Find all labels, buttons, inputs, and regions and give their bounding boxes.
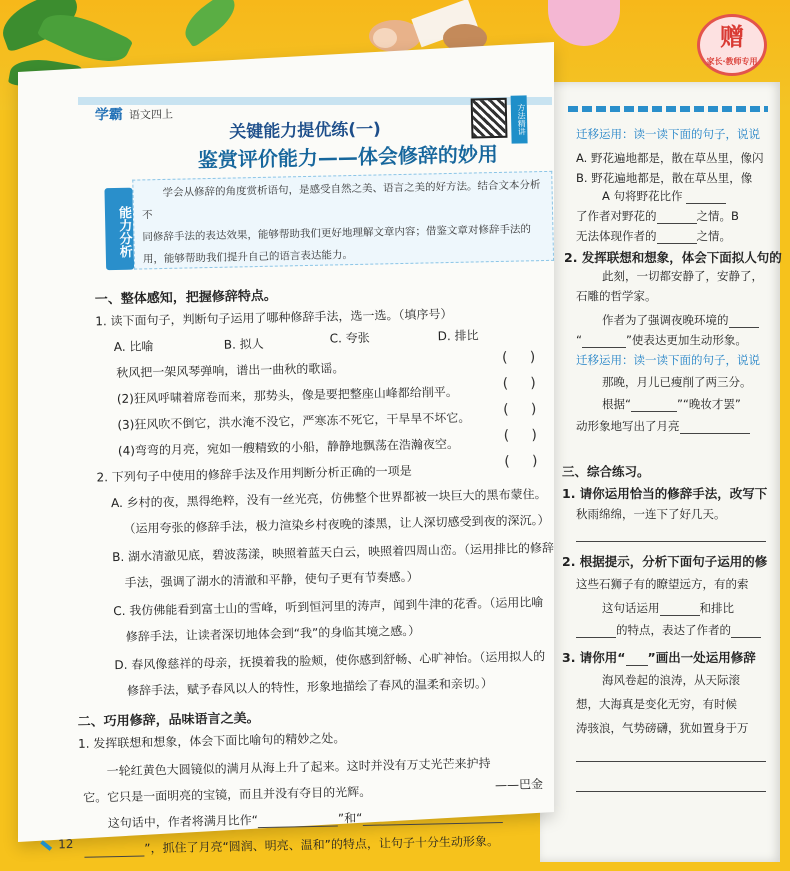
- q2-option-note: （运用夸张的修辞手法，极力渲染乡村夜晚的漆黑，让人深切感受到夜的深沉。）: [123, 512, 550, 536]
- exercise-subtitle: 鉴赏评价能力——体会修辞的妙用: [197, 141, 499, 173]
- right-line: 1. 请你运用恰当的修辞手法，改写下: [562, 486, 768, 501]
- fill-sentence: [108, 806, 503, 831]
- right-text: 了作者对野花的: [576, 209, 657, 223]
- answer-bracket[interactable]: ( ): [502, 375, 536, 392]
- fill-blank[interactable]: [582, 336, 626, 348]
- right-line: 此刻，一切都安静了，安静了，: [602, 269, 763, 283]
- exercise-title: 关键能力提优练(一): [229, 119, 382, 143]
- page-number: 12: [58, 837, 74, 852]
- right-line: 迁移运用：读一读下面的句子，说说: [576, 127, 760, 141]
- q2-option: C. 我仿佛能看到富士山的雪峰，听到恒河里的涛声，闻到牛津的花香。（运用比喻: [113, 595, 544, 619]
- fill-blank: [626, 654, 648, 666]
- right-line: 海风卷起的浪涛，从天际滚: [602, 673, 740, 687]
- answer-bracket[interactable]: ( ): [503, 427, 538, 444]
- fill-blank[interactable]: [680, 422, 750, 434]
- right-line: [576, 418, 750, 434]
- right-text: A 句将野花比作: [602, 189, 683, 203]
- analysis-line: 用，能够帮助我们提升自己的语言表达能力。: [142, 249, 354, 266]
- q2-option-note: 手法，强调了湖水的清澈和平静，使句子更有节奏感。）: [124, 569, 419, 590]
- answer-line[interactable]: [576, 748, 766, 762]
- right-text: ”使表达更加生动形象。: [625, 333, 747, 347]
- right-line: [576, 228, 731, 244]
- fill-blank[interactable]: [258, 814, 338, 828]
- right-text: 和排比: [699, 601, 734, 615]
- fill-blank[interactable]: [84, 845, 144, 858]
- right-text: 的特点，表达了作者的: [616, 623, 731, 637]
- right-line: 迁移运用：读一读下面的句子，说说: [576, 353, 760, 367]
- right-text: ”“晚妆才罢”: [676, 397, 741, 411]
- fill-blank[interactable]: [362, 811, 502, 826]
- fill-blank[interactable]: [731, 626, 761, 638]
- fill-blank[interactable]: [657, 212, 697, 224]
- right-section-title: 三、综合练习。: [562, 464, 650, 479]
- fill-blank[interactable]: [576, 626, 616, 638]
- right-text: ”画出一处运用修辞: [647, 650, 756, 665]
- q1-item: (2)狂风呼啸着席卷而来，那势头，像是要把整座山峰都给削平。: [116, 384, 458, 406]
- analysis-line: 学会从修辞的角度赏析语句，是感受自然之美、语言之美的好方法。结合文本分析不: [141, 179, 541, 222]
- q1-item: (3)狂风吹不倒它，洪水淹不没它，严寒冻不死它，干旱旱不坏它。: [117, 410, 471, 432]
- right-line: A. 野花遍地都是，散在草丛里，像闪: [576, 151, 764, 165]
- right-text: 作者为了强调夜晚环境的: [602, 313, 729, 327]
- right-text: 动形象地写出了月亮: [576, 419, 680, 433]
- right-line: B. 野花遍地都是，散在草丛里，像: [576, 171, 753, 185]
- stamp-sub-text: 家长·教师专用: [706, 57, 758, 66]
- gift-stamp: [697, 14, 767, 76]
- right-text: 这句话运用: [602, 601, 660, 615]
- answer-bracket[interactable]: ( ): [501, 349, 536, 366]
- brand-name: 学霸: [94, 106, 124, 124]
- q2-option-note: 修辞手法，赋予春风以人的特性，形象地描绘了春风的温柔和亲切。）: [126, 676, 494, 698]
- section-2-title: 二、巧用修辞，品味语言之美。: [77, 711, 260, 730]
- qr-code[interactable]: [471, 98, 508, 139]
- option-c: C. 夸张: [329, 330, 370, 346]
- answer-line[interactable]: [576, 778, 766, 792]
- right-line: [602, 188, 726, 204]
- right-line: 涛骇浪，气势磅礴，犹如置身于万: [576, 721, 749, 735]
- right-line: 2. 发挥联想和想象，体会下面拟人句的: [564, 250, 782, 265]
- brand-subtitle: 语文四上: [128, 107, 174, 122]
- right-text: 之情。B: [696, 209, 739, 223]
- analysis-box: [132, 171, 554, 270]
- answer-bracket[interactable]: ( ): [504, 453, 538, 470]
- brand-logo: [95, 103, 173, 125]
- analysis-line: 同修辞手法的表达效果，能够帮助我们更好地理解文章内容；借鉴文章对修辞手法的: [142, 223, 532, 244]
- question-3: 1. 发挥联想和想象，体会下面比喻句的精妙之处。: [77, 731, 346, 751]
- q1-item: 秋风把一架风琴弹响，谱出一曲秋的歌谣。: [116, 361, 345, 381]
- question-1: 1. 读下面句子，判断句子运用了哪种修辞手法，选一选。（填序号）: [95, 306, 453, 329]
- right-text: 根据“: [602, 397, 631, 411]
- answer-bracket[interactable]: ( ): [503, 401, 537, 418]
- right-line: 石雕的哲学家。: [576, 289, 657, 303]
- section-1-title: 一、整体感知，把握修辞特点。: [94, 288, 277, 308]
- right-line: 秋雨绵绵，一连下了好几天。: [576, 507, 726, 521]
- stamp-main-text: 赠: [720, 23, 744, 51]
- qr-method-tag: 方法精讲: [511, 95, 528, 143]
- fill-text: ”，抓住了月亮“圆润、明亮、温和”的特点，让句子十分生动形象。: [144, 834, 500, 856]
- q2-option-note: 修辞手法，让读者深切地体会到“我”的身临其境之感。）: [125, 623, 421, 644]
- right-text: 3. 请你用“: [562, 650, 626, 665]
- fill-blank[interactable]: [686, 192, 726, 204]
- option-d: D. 排比: [437, 328, 479, 344]
- q2-option: B. 湖水清澈见底，碧波荡漾，映照着蓝天白云，映照着四周山峦。（运用排比的修辞: [112, 540, 555, 565]
- right-line: [602, 312, 759, 328]
- quote-line: 它。它只是一面明亮的宝镜，而且并没有夺目的光辉。: [83, 784, 372, 805]
- right-line: [576, 208, 739, 224]
- right-text: “: [576, 333, 582, 347]
- right-line: 想，大海真是变化无穷，有时候: [576, 697, 737, 711]
- fill-blank[interactable]: [729, 316, 759, 328]
- q1-item: (4)弯弯的月亮，宛如一艘精致的小船，静静地飘荡在浩瀚夜空。: [117, 436, 460, 458]
- left-page-content: [18, 61, 570, 856]
- fill-text: 这句话中，作者将满月比作“: [107, 813, 259, 831]
- right-text: 之情。: [696, 229, 731, 243]
- option-a: A. 比喻: [113, 339, 154, 355]
- fill-sentence: [84, 832, 499, 858]
- analysis-tag: 能力分析: [104, 188, 134, 271]
- right-line: [562, 648, 756, 666]
- right-page-header-band: [568, 106, 768, 112]
- right-line: [576, 332, 747, 348]
- right-line: [602, 396, 741, 412]
- question-2: 2. 下列句子中使用的修辞手法及作用判断分析正确的一项是: [96, 463, 412, 485]
- quote-author: ——巴金: [494, 777, 544, 793]
- right-line: 那晚，月儿已瘦削了两三分。: [602, 375, 752, 389]
- quote-line: 一轮红黄色大圆镜似的满月从海上升了起来。这时并没有万丈光芒来护持: [106, 756, 491, 779]
- fill-blank[interactable]: [631, 400, 677, 412]
- fill-blank[interactable]: [657, 232, 697, 244]
- right-line: 2. 根据提示，分析下面句子运用的修: [562, 554, 768, 569]
- right-line: 这些石狮子有的瞭望远方，有的索: [576, 577, 749, 591]
- right-line: [602, 600, 734, 616]
- right-line: [576, 622, 761, 638]
- q2-option: A. 乡村的夜，黑得绝粹，没有一丝光亮，仿佛整个世界都被一块巨大的黑布蒙住。: [110, 487, 547, 511]
- fill-blank[interactable]: [660, 604, 700, 616]
- answer-line[interactable]: [576, 528, 766, 542]
- fill-text: ”和“: [337, 810, 363, 826]
- right-text: 无法体现作者的: [576, 229, 657, 243]
- option-b: B. 拟人: [223, 336, 264, 352]
- q2-option: D. 春风像慈祥的母亲，抚摸着我的脸颊，使你感到舒畅、心旷神怡。（运用拟人的: [114, 649, 546, 673]
